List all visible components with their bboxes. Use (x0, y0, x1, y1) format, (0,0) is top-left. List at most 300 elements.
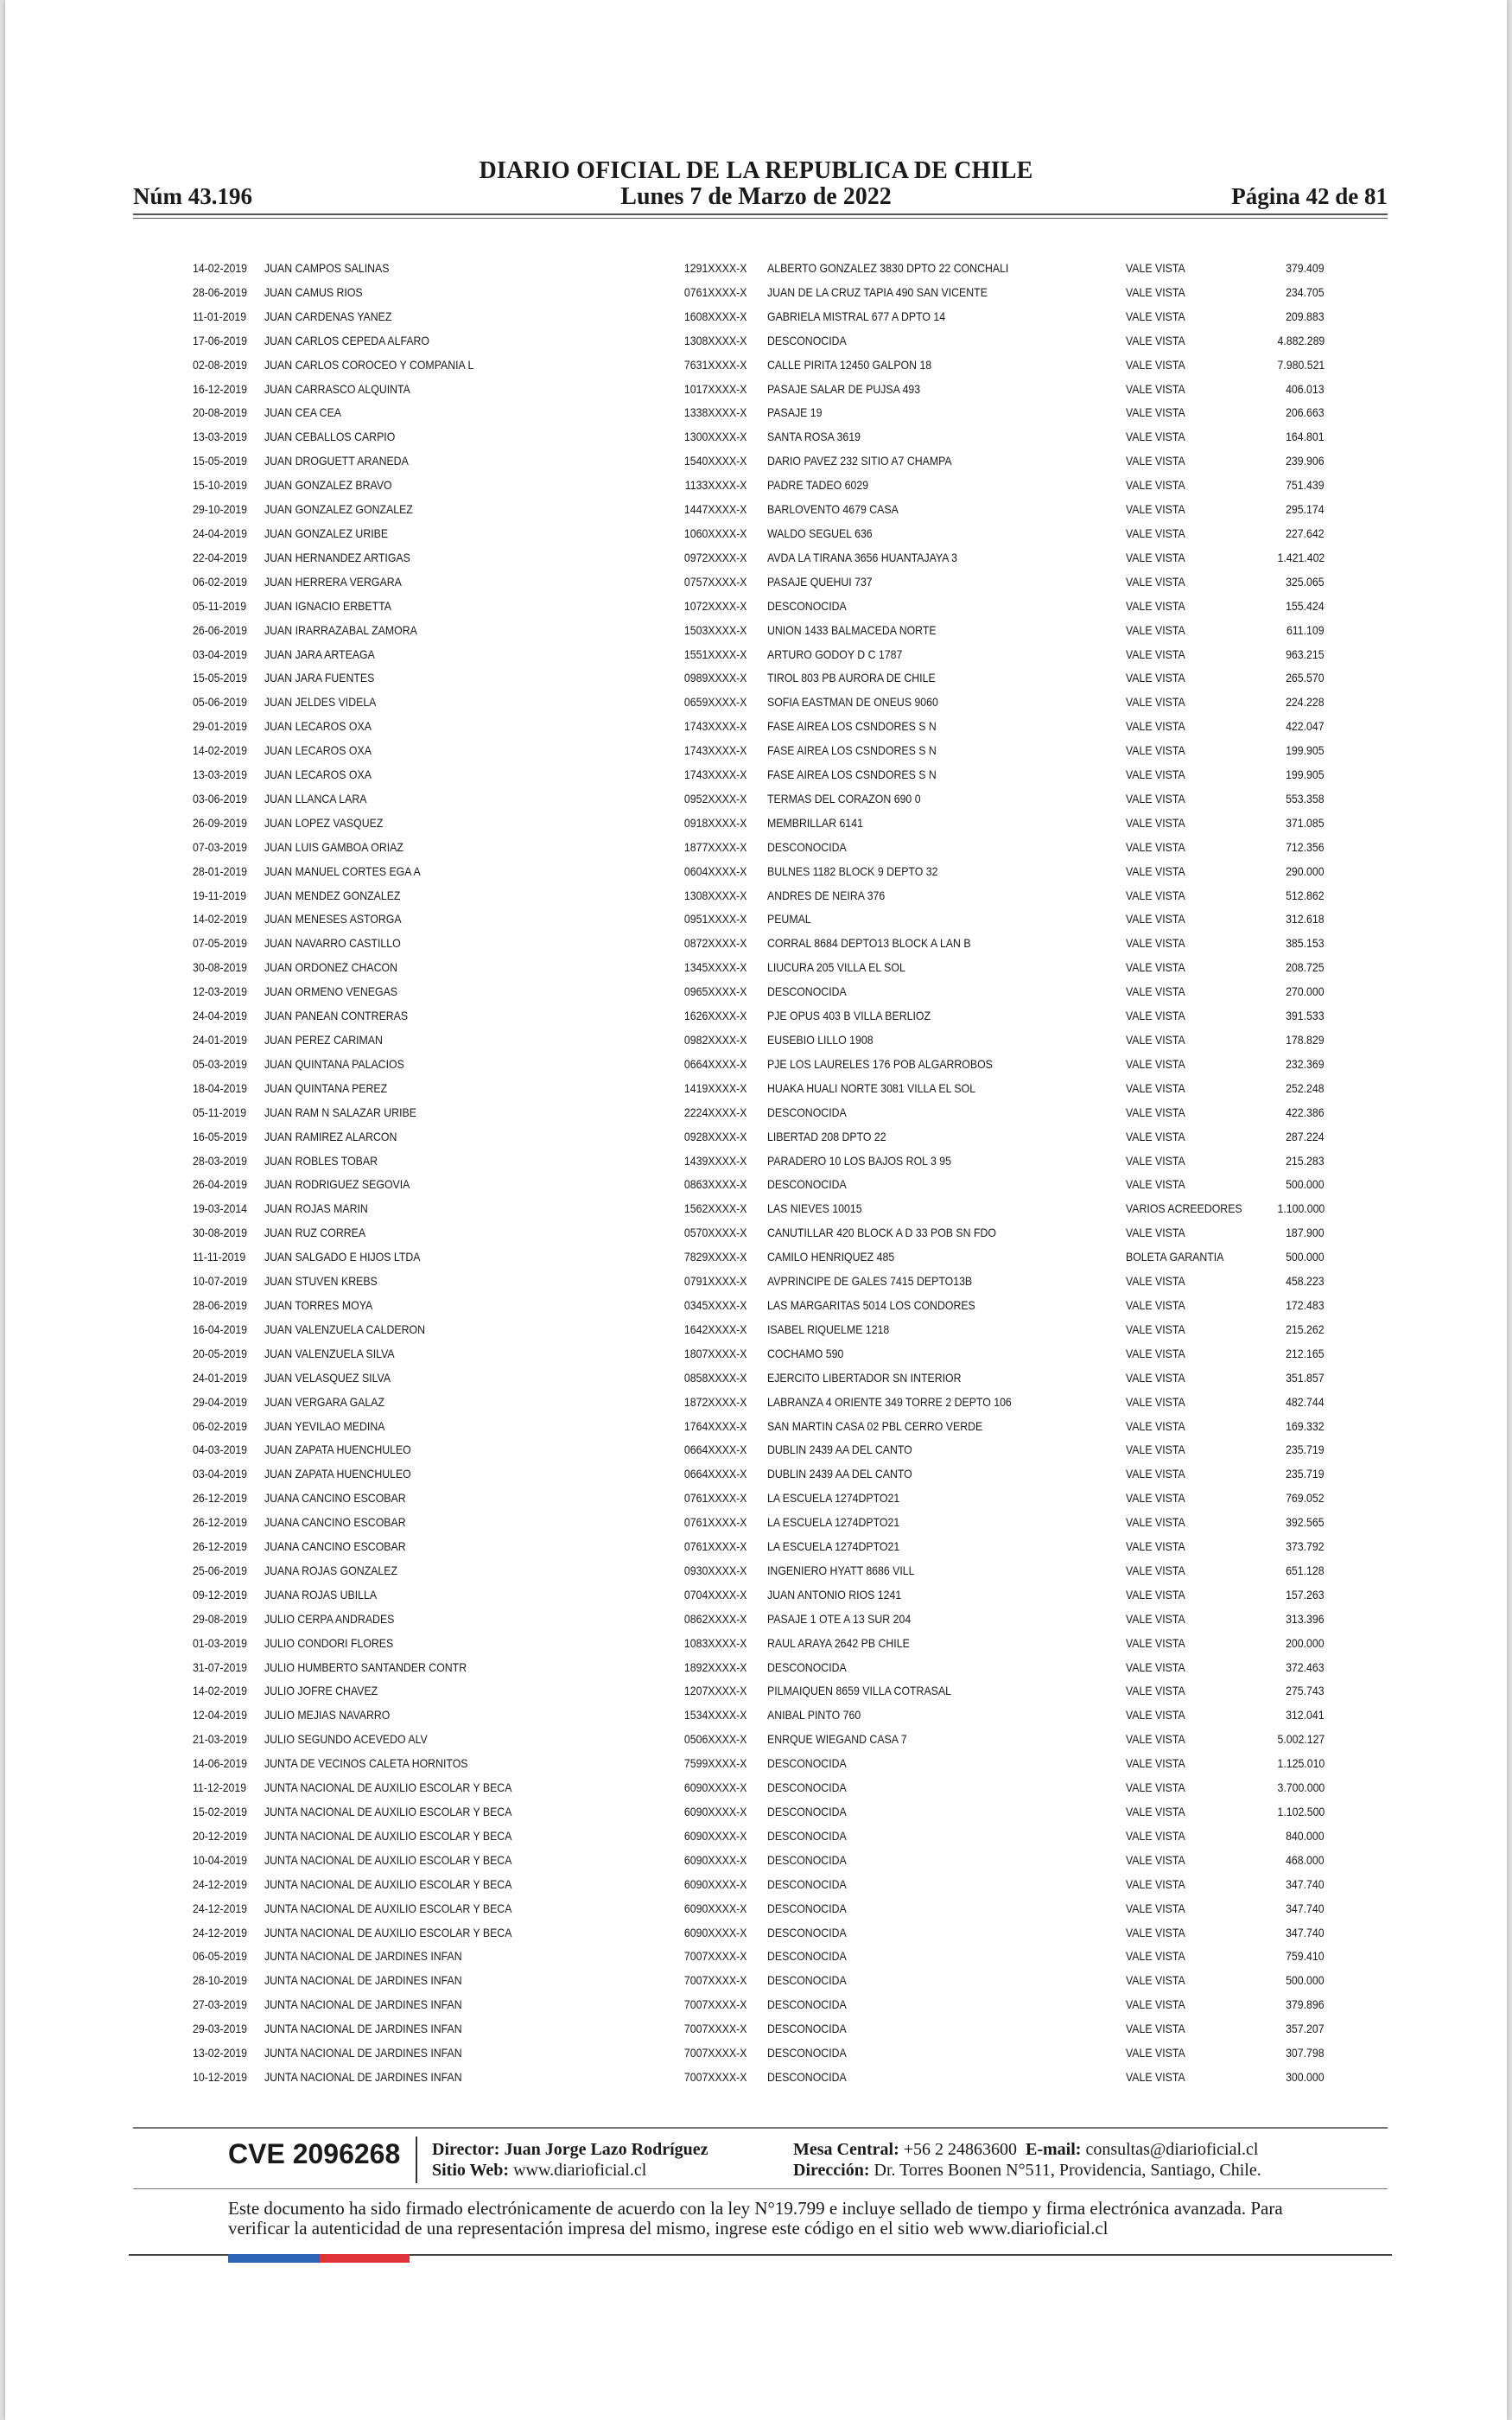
rut-cell: 7007XXXX-X (683, 1997, 746, 2012)
rut-cell: 1060XXXX-X (683, 525, 746, 540)
email-link[interactable]: consultas@diarioficial.cl (1085, 2140, 1259, 2159)
date-cell: 05-11-2019 (193, 598, 247, 613)
document-type-cell: VALE VISTA (1126, 2069, 1185, 2084)
document-type-cell: VALE VISTA (1126, 1901, 1185, 1915)
date-cell: 26-12-2019 (193, 1515, 248, 1530)
date-cell: 26-12-2019 (193, 1491, 248, 1506)
table-row (5, 1560, 1507, 1584)
document-type-cell: VALE VISTA (1126, 525, 1185, 540)
address-cell: AVPRINCIPE DE GALES 7415 DEPTO13B (767, 1274, 973, 1289)
date-cell: 31-07-2019 (193, 1659, 248, 1674)
table-row (5, 1753, 1507, 1777)
date-cell: 05-03-2019 (193, 1056, 248, 1071)
amount-cell: 307.798 (1286, 2046, 1325, 2060)
address-cell: CANUTILLAR 420 BLOCK A D 33 POB SN FDO (767, 1226, 996, 1240)
table-row (5, 908, 1507, 933)
table-row (5, 474, 1507, 499)
address-cell: COCHAMO 590 (767, 1346, 844, 1360)
date-cell: 09-12-2019 (193, 1587, 248, 1602)
name-cell: JUNTA NACIONAL DE AUXILIO ESCOLAR Y BECA (264, 1780, 512, 1795)
table-row (5, 1704, 1507, 1729)
address-cell: SOFIA EASTMAN DE ONEUS 9060 (767, 695, 938, 710)
date-cell: 07-05-2019 (193, 936, 248, 951)
address-cell: TERMAS DEL CORAZON 690 0 (767, 791, 921, 806)
document-type-cell: VALE VISTA (1126, 984, 1185, 999)
address-label: Dirección: (793, 2161, 870, 2180)
name-cell: JULIO CONDORI FLORES (264, 1635, 394, 1650)
amount-cell: 347.740 (1286, 1925, 1325, 1939)
amount-cell: 391.533 (1286, 1009, 1325, 1023)
name-cell: JUANA CANCINO ESCOBAR (264, 1539, 406, 1554)
address-cell: DESCONOCIDA (767, 1756, 847, 1771)
date-cell: 30-08-2019 (193, 1226, 248, 1240)
document-type-cell: VALE VISTA (1126, 1080, 1185, 1095)
document-type-cell: VALE VISTA (1126, 550, 1185, 564)
amount-cell: 290.000 (1286, 863, 1325, 878)
document-type-cell: VALE VISTA (1126, 1587, 1185, 1602)
address-cell: DESCONOCIDA (767, 984, 847, 999)
amount-cell: 5.002.127 (1277, 1732, 1325, 1747)
address-cell: PJE OPUS 403 B VILLA BERLIOZ (767, 1009, 931, 1023)
rut-cell: 1083XXXX-X (683, 1635, 746, 1650)
address-cell: DESCONOCIDA (767, 1876, 847, 1891)
amount-cell: 169.332 (1286, 1418, 1325, 1433)
name-cell: JUAN RAM N SALAZAR URIBE (264, 1105, 416, 1119)
amount-cell: 379.409 (1286, 261, 1325, 275)
address-cell: RAUL ARAYA 2642 PB CHILE (767, 1635, 910, 1650)
name-cell: JUAN MENDEZ GONZALEZ (264, 888, 401, 902)
amount-cell: 224.228 (1286, 695, 1325, 710)
rut-cell: 1872XXXX-X (683, 1394, 746, 1409)
table-row (5, 1246, 1507, 1270)
name-cell: JUAN LLANCA LARA (264, 791, 367, 806)
page-number: Página 42 de 81 (1231, 183, 1388, 209)
document-type-cell: VALE VISTA (1126, 912, 1185, 927)
rut-cell: 1207XXXX-X (683, 1684, 746, 1698)
table-row (5, 1150, 1507, 1175)
document-type-cell: VALE VISTA (1126, 1418, 1185, 1433)
rut-cell: 0952XXXX-X (683, 791, 746, 806)
name-cell: JUAN CARRASCO ALQUINTA (264, 381, 410, 396)
amount-cell: 215.262 (1286, 1321, 1325, 1336)
name-cell: JUNTA NACIONAL DE JARDINES INFAN (264, 2069, 462, 2084)
document-type-cell: VALE VISTA (1126, 1274, 1185, 1289)
name-cell: JUAN MANUEL CORTES EGA A (264, 863, 421, 878)
address-cell: DUBLIN 2439 AA DEL CANTO (767, 1442, 912, 1457)
document-type-cell: VALE VISTA (1126, 574, 1185, 589)
address-cell: FASE AIREA LOS CSNDORES S N (767, 743, 937, 758)
rut-cell: 0604XXXX-X (683, 863, 746, 878)
table-row (5, 1222, 1507, 1246)
amount-cell: 239.906 (1286, 454, 1325, 468)
table-row (5, 595, 1507, 620)
date-cell: 24-12-2019 (193, 1925, 248, 1939)
amount-cell: 373.792 (1286, 1539, 1325, 1554)
table-row (5, 1102, 1507, 1126)
date-cell: 06-05-2019 (193, 1949, 248, 1964)
rut-cell: 1743XXXX-X (683, 719, 746, 734)
rut-cell: 7007XXXX-X (683, 1949, 746, 1964)
table-row (5, 1850, 1507, 1874)
amount-cell: 372.463 (1286, 1659, 1325, 1674)
name-cell: JUANA ROJAS UBILLA (264, 1587, 378, 1602)
amount-cell: 611.109 (1286, 622, 1325, 637)
address-cell: ISABEL RIQUELME 1218 (767, 1321, 890, 1336)
footer-divider-mid (133, 2188, 1388, 2189)
name-cell: JUAN MENESES ASTORGA (264, 912, 402, 927)
table-row (5, 691, 1507, 716)
rut-cell: 1017XXXX-X (683, 381, 746, 396)
rut-cell: 1419XXXX-X (683, 1080, 746, 1095)
name-cell: JUAN CEBALLOS CARPIO (264, 430, 396, 444)
date-cell: 29-04-2019 (193, 1394, 248, 1409)
document-type-cell: VALE VISTA (1126, 2046, 1185, 2060)
table-row (5, 1512, 1507, 1536)
name-cell: JUAN GONZALEZ GONZALEZ (264, 502, 413, 517)
address-cell: DESCONOCIDA (767, 1659, 847, 1674)
name-cell: JUAN DROGUETT ARANEDA (264, 454, 409, 468)
name-cell: JUAN VALENZUELA SILVA (264, 1346, 395, 1360)
table-row (5, 1801, 1507, 1825)
address-cell: PASAJE QUEHUI 737 (767, 574, 873, 589)
amount-cell: 227.642 (1286, 525, 1325, 540)
table-row (5, 837, 1507, 861)
address-cell: LAS MARGARITAS 5014 LOS CONDORES (767, 1297, 975, 1312)
name-cell: JUAN PANEAN CONTRERAS (264, 1009, 409, 1023)
name-cell: JUAN GONZALEZ URIBE (264, 525, 389, 540)
name-cell: JUNTA NACIONAL DE AUXILIO ESCOLAR Y BECA (264, 1901, 512, 1915)
name-cell: JUAN NAVARRO CASTILLO (264, 936, 401, 951)
name-cell: JUAN YEVILAO MEDINA (264, 1418, 385, 1433)
issue-number: Núm 43.196 (133, 183, 253, 209)
rut-cell: 0664XXXX-X (683, 1442, 746, 1457)
document-type-cell: VALE VISTA (1126, 1708, 1185, 1723)
date-cell: 20-05-2019 (193, 1346, 248, 1360)
amount-cell: 1.102.500 (1277, 1805, 1325, 1818)
date-cell: 24-04-2019 (193, 525, 248, 540)
document-type-cell: VALE VISTA (1126, 454, 1185, 468)
mesa-label: Mesa Central: (793, 2140, 899, 2159)
website-link[interactable]: www.diarioficial.cl (513, 2161, 647, 2180)
amount-cell: 312.618 (1286, 912, 1325, 927)
amount-cell: 155.424 (1286, 598, 1325, 613)
address-cell: LA ESCUELA 1274DPTO21 (767, 1491, 900, 1506)
amount-cell: 252.248 (1286, 1080, 1325, 1095)
rut-cell: 1877XXXX-X (683, 839, 746, 854)
name-cell: JUNTA NACIONAL DE JARDINES INFAN (264, 2022, 462, 2036)
document-type-cell: VALE VISTA (1126, 815, 1185, 830)
rut-cell: 6090XXXX-X (683, 1876, 746, 1891)
rut-cell: 1743XXXX-X (683, 767, 746, 782)
address-cell: DESCONOCIDA (767, 1805, 847, 1818)
table-row (5, 523, 1507, 547)
document-type-cell: VALE VISTA (1126, 478, 1185, 493)
date-cell: 29-01-2019 (193, 719, 248, 734)
rut-cell: 0506XXXX-X (683, 1732, 746, 1747)
rut-cell: 1133XXXX-X (684, 478, 746, 493)
rut-cell: 0965XXXX-X (683, 984, 746, 999)
rut-cell: 0872XXXX-X (683, 936, 746, 951)
name-cell: JULIO SEGUNDO ACEVEDO ALV (264, 1732, 428, 1747)
name-cell: JUAN ORMENO VENEGAS (264, 984, 398, 999)
table-row (5, 667, 1507, 691)
document-type-cell: VALE VISTA (1126, 381, 1185, 396)
document-type-cell: VALE VISTA (1126, 863, 1185, 878)
address-cell: PASAJE SALAR DE PUJSA 493 (767, 381, 921, 396)
address-cell: DESCONOCIDA (767, 1780, 847, 1795)
document-type-cell: VALE VISTA (1126, 1539, 1185, 1554)
rut-cell: 0858XXXX-X (683, 1370, 746, 1385)
table-row (5, 330, 1507, 354)
amount-cell: 187.900 (1286, 1226, 1325, 1240)
amount-cell: 265.570 (1286, 671, 1325, 685)
table-row (5, 1343, 1507, 1367)
table-row (5, 740, 1507, 764)
date-cell: 15-05-2019 (193, 671, 248, 685)
rut-cell: 1291XXXX-X (683, 261, 746, 275)
name-cell: JULIO JOFRE CHAVEZ (264, 1684, 378, 1698)
address-cell: GABRIELA MISTRAL 677 A DPTO 14 (767, 309, 946, 323)
date-cell: 25-06-2019 (193, 1563, 248, 1577)
address-cell: DESCONOCIDA (767, 1901, 847, 1915)
rut-cell: 0972XXXX-X (683, 550, 746, 564)
document-type-cell: VALE VISTA (1126, 1876, 1185, 1891)
document-type-cell: VALE VISTA (1126, 1394, 1185, 1409)
address-cell: DUBLIN 2439 AA DEL CANTO (767, 1467, 912, 1481)
table-row (5, 716, 1507, 740)
amount-cell: 178.829 (1286, 1033, 1325, 1047)
address-cell: UNION 1433 BALMACEDA NORTE (767, 622, 937, 637)
document-type-cell: VALE VISTA (1126, 695, 1185, 710)
name-cell: JULIO MEJIAS NAVARRO (264, 1708, 391, 1723)
table-row (5, 2067, 1507, 2091)
amount-cell: 769.052 (1286, 1491, 1325, 1506)
table-row (5, 1922, 1507, 1946)
table-row (5, 258, 1507, 282)
amount-cell: 347.740 (1286, 1901, 1325, 1915)
amount-cell: 482.744 (1286, 1394, 1325, 1409)
document-type-cell: VALE VISTA (1126, 888, 1185, 902)
address-cell: DESCONOCIDA (767, 1177, 847, 1192)
document-type-cell: VALE VISTA (1126, 1659, 1185, 1674)
date-cell: 15-10-2019 (193, 478, 248, 493)
amount-cell: 1.421.402 (1277, 550, 1325, 564)
date-cell: 10-04-2019 (193, 1852, 248, 1867)
rut-cell: 0757XXXX-X (683, 574, 746, 589)
name-cell: JUAN CARLOS COROCEO Y COMPANIA L (264, 357, 474, 372)
name-cell: JUNTA DE VECINOS CALETA HORNITOS (264, 1756, 468, 1771)
address-cell: DESCONOCIDA (767, 1852, 847, 1867)
table-row (5, 1295, 1507, 1319)
name-cell: JUAN ROJAS MARIN (264, 1201, 368, 1216)
date-cell: 11-11-2019 (193, 1250, 246, 1264)
table-row (5, 1078, 1507, 1102)
table-row (5, 2042, 1507, 2067)
name-cell: JUAN HERRERA VERGARA (264, 574, 402, 589)
table-row (5, 620, 1507, 644)
date-cell: 20-12-2019 (193, 1828, 248, 1843)
rut-cell: 7007XXXX-X (683, 2069, 746, 2084)
document-type-cell: VALE VISTA (1126, 261, 1185, 275)
amount-cell: 295.174 (1286, 502, 1325, 517)
cve-code: CVE 2096268 (228, 2138, 401, 2169)
table-row (5, 1416, 1507, 1440)
table-row (5, 1367, 1507, 1392)
amount-cell: 209.883 (1286, 309, 1325, 323)
rut-cell: 1626XXXX-X (683, 1009, 746, 1023)
address-cell: LA ESCUELA 1274DPTO21 (767, 1539, 900, 1554)
name-cell: JUAN CAMPOS SALINAS (264, 261, 390, 275)
address-cell: EJERCITO LIBERTADOR SN INTERIOR (767, 1370, 962, 1385)
name-cell: JUAN LUIS GAMBOA ORIAZ (264, 839, 403, 854)
rut-cell: 1447XXXX-X (683, 502, 746, 517)
document-type-cell: VALE VISTA (1126, 502, 1185, 517)
address-cell: INGENIERO HYATT 8686 VILL (767, 1563, 915, 1577)
address-cell: AVDA LA TIRANA 3656 HUANTAJAYA 3 (767, 550, 958, 564)
rut-cell: 7007XXXX-X (683, 2046, 746, 2060)
date-cell: 24-01-2019 (193, 1033, 248, 1047)
name-cell: JUAN RODRIGUEZ SEGOVIA (264, 1177, 410, 1192)
address-cell: PJE LOS LAURELES 176 POB ALGARROBOS (767, 1056, 993, 1071)
document-type-cell: VALE VISTA (1126, 1226, 1185, 1240)
rut-cell: 0982XXXX-X (683, 1033, 746, 1047)
date-cell: 28-06-2019 (193, 284, 248, 299)
amount-cell: 1.125.010 (1277, 1756, 1325, 1771)
amount-cell: 759.410 (1286, 1949, 1325, 1964)
address-cell: ENRQUE WIEGAND CASA 7 (767, 1732, 907, 1747)
rut-cell: 0761XXXX-X (683, 1515, 746, 1530)
date-cell: 28-10-2019 (193, 1973, 248, 1988)
date-cell: 14-02-2019 (193, 261, 248, 275)
name-cell: JUAN CAMUS RIOS (264, 284, 363, 299)
name-cell: JUAN VERGARA GALAZ (264, 1394, 384, 1409)
signature-notice: Este documento ha sido firmado electrónicamente de acuerdo con la ley N°19.799 e incluye sellado de tiempo y firma electrónica avanzada. Para verificar la autenticidad de una representación impresa del mismo, ingrese este código en el sitio web www.diarioficial.cl (228, 2198, 1283, 2238)
name-cell: JUNTA NACIONAL DE AUXILIO ESCOLAR Y BECA (264, 1876, 512, 1891)
table-row (5, 499, 1507, 523)
amount-cell: 199.905 (1286, 743, 1325, 758)
rut-cell: 1345XXXX-X (683, 960, 746, 975)
document-type-cell: VALE VISTA (1126, 960, 1185, 975)
director-label: Director: (432, 2140, 500, 2159)
table-row (5, 1463, 1507, 1487)
address-cell: EUSEBIO LILLO 1908 (767, 1033, 874, 1047)
date-cell: 19-11-2019 (193, 888, 247, 902)
date-cell: 10-07-2019 (193, 1274, 248, 1289)
document-type-cell: VALE VISTA (1126, 2022, 1185, 2036)
date-cell: 03-06-2019 (193, 791, 248, 806)
rut-cell: 0761XXXX-X (683, 284, 746, 299)
rut-cell: 0704XXXX-X (683, 1587, 746, 1602)
rut-cell: 6090XXXX-X (683, 1805, 746, 1818)
amount-cell: 232.369 (1286, 1056, 1325, 1071)
name-cell: JUAN PEREZ CARIMAN (264, 1033, 383, 1047)
table-row (5, 1874, 1507, 1898)
name-cell: JUAN VALENZUELA CALDERON (264, 1321, 425, 1336)
table-row (5, 764, 1507, 788)
date-cell: 24-12-2019 (193, 1876, 248, 1891)
table-row (5, 1392, 1507, 1416)
date-cell: 15-05-2019 (193, 454, 248, 468)
name-cell: JUANA CANCINO ESCOBAR (264, 1515, 406, 1530)
address-cell: ANDRES DE NEIRA 376 (767, 888, 886, 902)
address-cell: DESCONOCIDA (767, 1949, 847, 1964)
document-type-cell: VALE VISTA (1126, 671, 1185, 685)
document-page (5, 0, 1507, 2420)
address-cell: JUAN ANTONIO RIOS 1241 (767, 1587, 902, 1602)
address-cell: DESCONOCIDA (767, 1828, 847, 1843)
table-row (5, 1777, 1507, 1801)
rut-cell: 0664XXXX-X (683, 1056, 746, 1071)
table-row (5, 933, 1507, 957)
rut-cell: 1540XXXX-X (683, 454, 746, 468)
amount-cell: 385.153 (1286, 936, 1325, 951)
amount-cell: 500.000 (1286, 1177, 1325, 1192)
document-type-cell: VALE VISTA (1126, 1780, 1185, 1795)
document-type-cell: VALE VISTA (1126, 1925, 1185, 1939)
name-cell: JUAN JELDES VIDELA (264, 695, 377, 710)
date-cell: 11-01-2019 (193, 309, 247, 323)
rut-cell: 6090XXXX-X (683, 1901, 746, 1915)
name-cell: JUAN ROBLES TOBAR (264, 1153, 378, 1168)
amount-cell: 651.128 (1286, 1563, 1325, 1577)
website-label: Sitio Web: (432, 2161, 510, 2180)
document-type-cell: VALE VISTA (1126, 1684, 1185, 1698)
table-row (5, 1005, 1507, 1029)
date-cell: 14-02-2019 (193, 912, 248, 927)
document-type-cell: VALE VISTA (1126, 1346, 1185, 1360)
rut-cell: 7007XXXX-X (683, 2022, 746, 2036)
table-row (5, 547, 1507, 571)
document-type-cell: VALE VISTA (1126, 1973, 1185, 1988)
name-cell: JUAN STUVEN KREBS (264, 1274, 378, 1289)
director-line (432, 2140, 708, 2160)
rut-cell: 7599XXXX-X (683, 1756, 746, 1771)
table-row (5, 885, 1507, 909)
amount-cell: 1.100.000 (1277, 1201, 1325, 1216)
date-cell: 14-06-2019 (193, 1756, 248, 1771)
document-type-cell: VALE VISTA (1126, 405, 1185, 420)
name-cell: JUAN GONZALEZ BRAVO (264, 478, 392, 493)
date-cell: 24-12-2019 (193, 1901, 248, 1915)
address-cell: PEUMAL (767, 912, 811, 927)
amount-cell: 422.047 (1286, 719, 1325, 734)
rut-cell: 0761XXXX-X (683, 1491, 746, 1506)
document-type-cell: VALE VISTA (1126, 1828, 1185, 1843)
amount-cell: 270.000 (1286, 984, 1325, 999)
address-cell: DESCONOCIDA (767, 1925, 847, 1939)
date-cell: 13-02-2019 (193, 2046, 248, 2060)
document-type-cell: VALE VISTA (1126, 743, 1185, 758)
gazette-title: DIARIO OFICIAL DE LA REPUBLICA DE CHILE (479, 157, 1033, 184)
document-type-cell: VALE VISTA (1126, 1056, 1185, 1071)
rut-cell: 7631XXXX-X (683, 357, 746, 372)
amount-cell: 500.000 (1286, 1250, 1325, 1264)
document-type-cell: VALE VISTA (1126, 767, 1185, 782)
date-cell: 03-04-2019 (193, 646, 248, 661)
name-cell: JUANA CANCINO ESCOBAR (264, 1491, 406, 1506)
rut-cell: 1072XXXX-X (683, 598, 746, 613)
rut-cell: 1439XXXX-X (683, 1153, 746, 1168)
address-cell: BARLOVENTO 4679 CASA (767, 502, 899, 517)
table-row (5, 1029, 1507, 1054)
date-cell: 18-04-2019 (193, 1080, 248, 1095)
rut-cell: 1534XXXX-X (683, 1708, 746, 1723)
header-divider (133, 213, 1388, 215)
rut-cell: 0761XXXX-X (683, 1539, 746, 1554)
name-cell: JUNTA NACIONAL DE JARDINES INFAN (264, 1997, 462, 2012)
rut-cell: 7007XXXX-X (683, 1973, 746, 1988)
document-type-cell: VALE VISTA (1126, 791, 1185, 806)
